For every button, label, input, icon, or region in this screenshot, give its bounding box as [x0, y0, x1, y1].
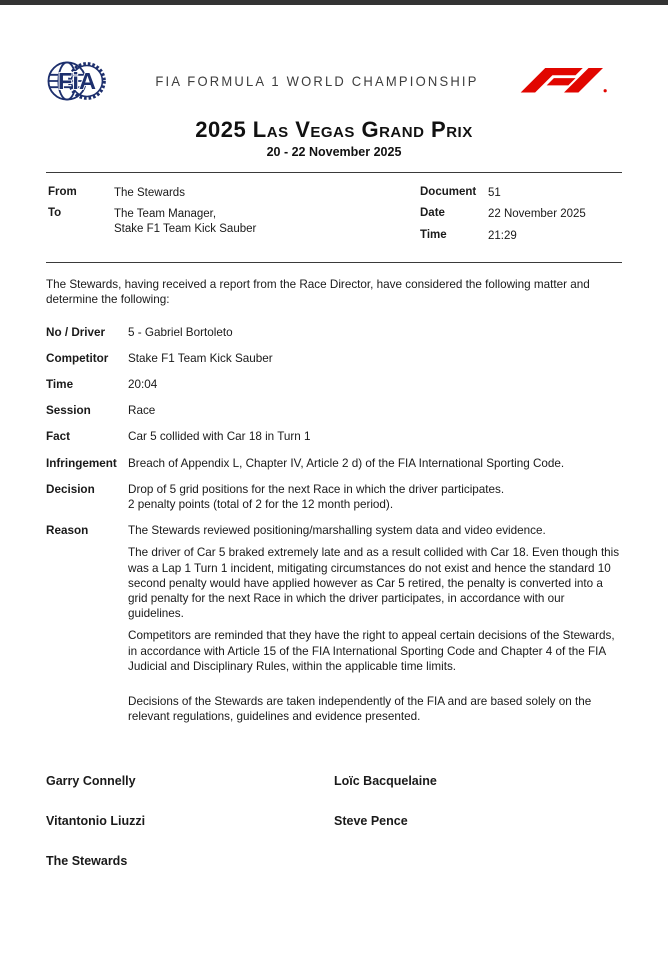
from-label: From [48, 186, 77, 198]
from-value: The Stewards [114, 187, 185, 199]
date-value: 22 November 2025 [488, 208, 586, 221]
meta-block [46, 173, 622, 260]
event-title: 2025 Las Vegas Grand Prix [195, 117, 473, 142]
signature-garry-connelly: Garry Connelly [46, 774, 136, 789]
signature-loic-bacquelaine: Loïc Bacquelaine [334, 774, 437, 789]
reason-paragraph-3: Competitors are reminded that they have the right to appeal certain decisions of the Stewards, in accordance with Article 15 of the FIA International Sporting Code and Chapter 4 of the FIA Judicial and Disciplinary Rules, within the applicable time limits. [128, 629, 615, 673]
signature-vitantonio-liuzzi: Vitantonio Liuzzi [46, 814, 146, 829]
driver-value: 5 - Gabriel Bortoleto [128, 325, 233, 339]
reason-paragraph-4: Decisions of the Stewards are taken independently of the FIA and are based solely on the relevant regulations, guidelines and evidence presented. [128, 694, 592, 724]
signature-row-3 [46, 854, 622, 868]
signatures-block [46, 774, 622, 868]
document-number: 51 [488, 187, 501, 199]
championship-heading: FIA FORMULA 1 WORLD CHAMPIONSHIP [155, 73, 479, 89]
document-label: Document [420, 186, 477, 198]
session-label: Session [46, 404, 91, 418]
incident-time-label: Time [46, 377, 74, 391]
field-row-time [46, 377, 622, 392]
fact-label: Fact [46, 430, 71, 444]
event-dates: 20 - 22 November 2025 [266, 145, 402, 159]
time-value: 21:29 [488, 229, 517, 242]
signature-steve-pence: Steve Pence [334, 814, 408, 829]
decision-line-2: 2 penalty points (total of 2 for the 12 month period). [128, 497, 394, 511]
divider-meta [46, 262, 622, 263]
meta-from-to [48, 186, 420, 250]
fact-value: Car 5 collided with Car 18 in Turn 1 [128, 430, 311, 444]
reason-value [128, 523, 622, 724]
f1-logo-icon [520, 68, 608, 94]
signature-row-2 [46, 814, 622, 828]
competitor-value: Stake F1 Team Kick Sauber [128, 351, 273, 365]
field-row-decision [46, 482, 622, 512]
document-content [0, 57, 668, 868]
page-top-bar [0, 0, 668, 5]
incident-time-value: 20:04 [128, 377, 158, 391]
reason-paragraph-2: The driver of Car 5 braked extremely late and as a result collided with Car 18. Even though this was a Lap 1 Turn 1 incident, mitigating circumstances do not exist and hence the standard 10 second penalty would have applied however as Car 5 retired, the penalty is converted into a grid penalty for the next Race in which the driver participates, in accordance with our guidelines. [128, 546, 620, 621]
session-value: Race [128, 404, 156, 418]
competitor-label: Competitor [46, 351, 109, 365]
signature-the-stewards: The Stewards [46, 854, 128, 869]
field-row-competitor [46, 351, 622, 366]
title-block [46, 117, 622, 159]
to-line-1: The Team Manager, [114, 208, 217, 221]
decision-label: Decision [46, 482, 95, 496]
decision-value [128, 482, 622, 512]
to-label: To [48, 207, 62, 220]
fia-logo-icon [46, 57, 108, 105]
field-row-session [46, 403, 622, 418]
to-value [114, 207, 256, 236]
field-row-driver [46, 325, 622, 340]
time-label: Time [420, 228, 447, 241]
decision-line-1: Drop of 5 grid positions for the next Race in which the driver participates. [128, 482, 505, 496]
date-label: Date [420, 207, 445, 220]
document-header [46, 57, 622, 105]
infringement-value: Breach of Appendix L, Chapter IV, Article 2 d) of the FIA International Sporting Code. [128, 456, 565, 470]
intro-paragraph: The Stewards, having received a report from the Race Director, have considered the following matter and determine the following: [46, 278, 590, 307]
infringement-label: Infringement [46, 456, 117, 470]
reason-paragraph-1: The Stewards reviewed positioning/marshalling system data and video evidence. [128, 524, 546, 538]
decision-fields [46, 325, 622, 725]
meta-doc-info [420, 186, 620, 250]
reason-label: Reason [46, 524, 89, 538]
driver-label: No / Driver [46, 325, 106, 339]
field-row-infringement [46, 456, 622, 471]
to-line-2: Stake F1 Team Kick Sauber [114, 222, 257, 235]
signature-row-1 [46, 774, 622, 788]
field-row-fact [46, 429, 622, 444]
field-row-reason [46, 523, 622, 724]
svg-text:FiA: FiA [58, 68, 96, 95]
